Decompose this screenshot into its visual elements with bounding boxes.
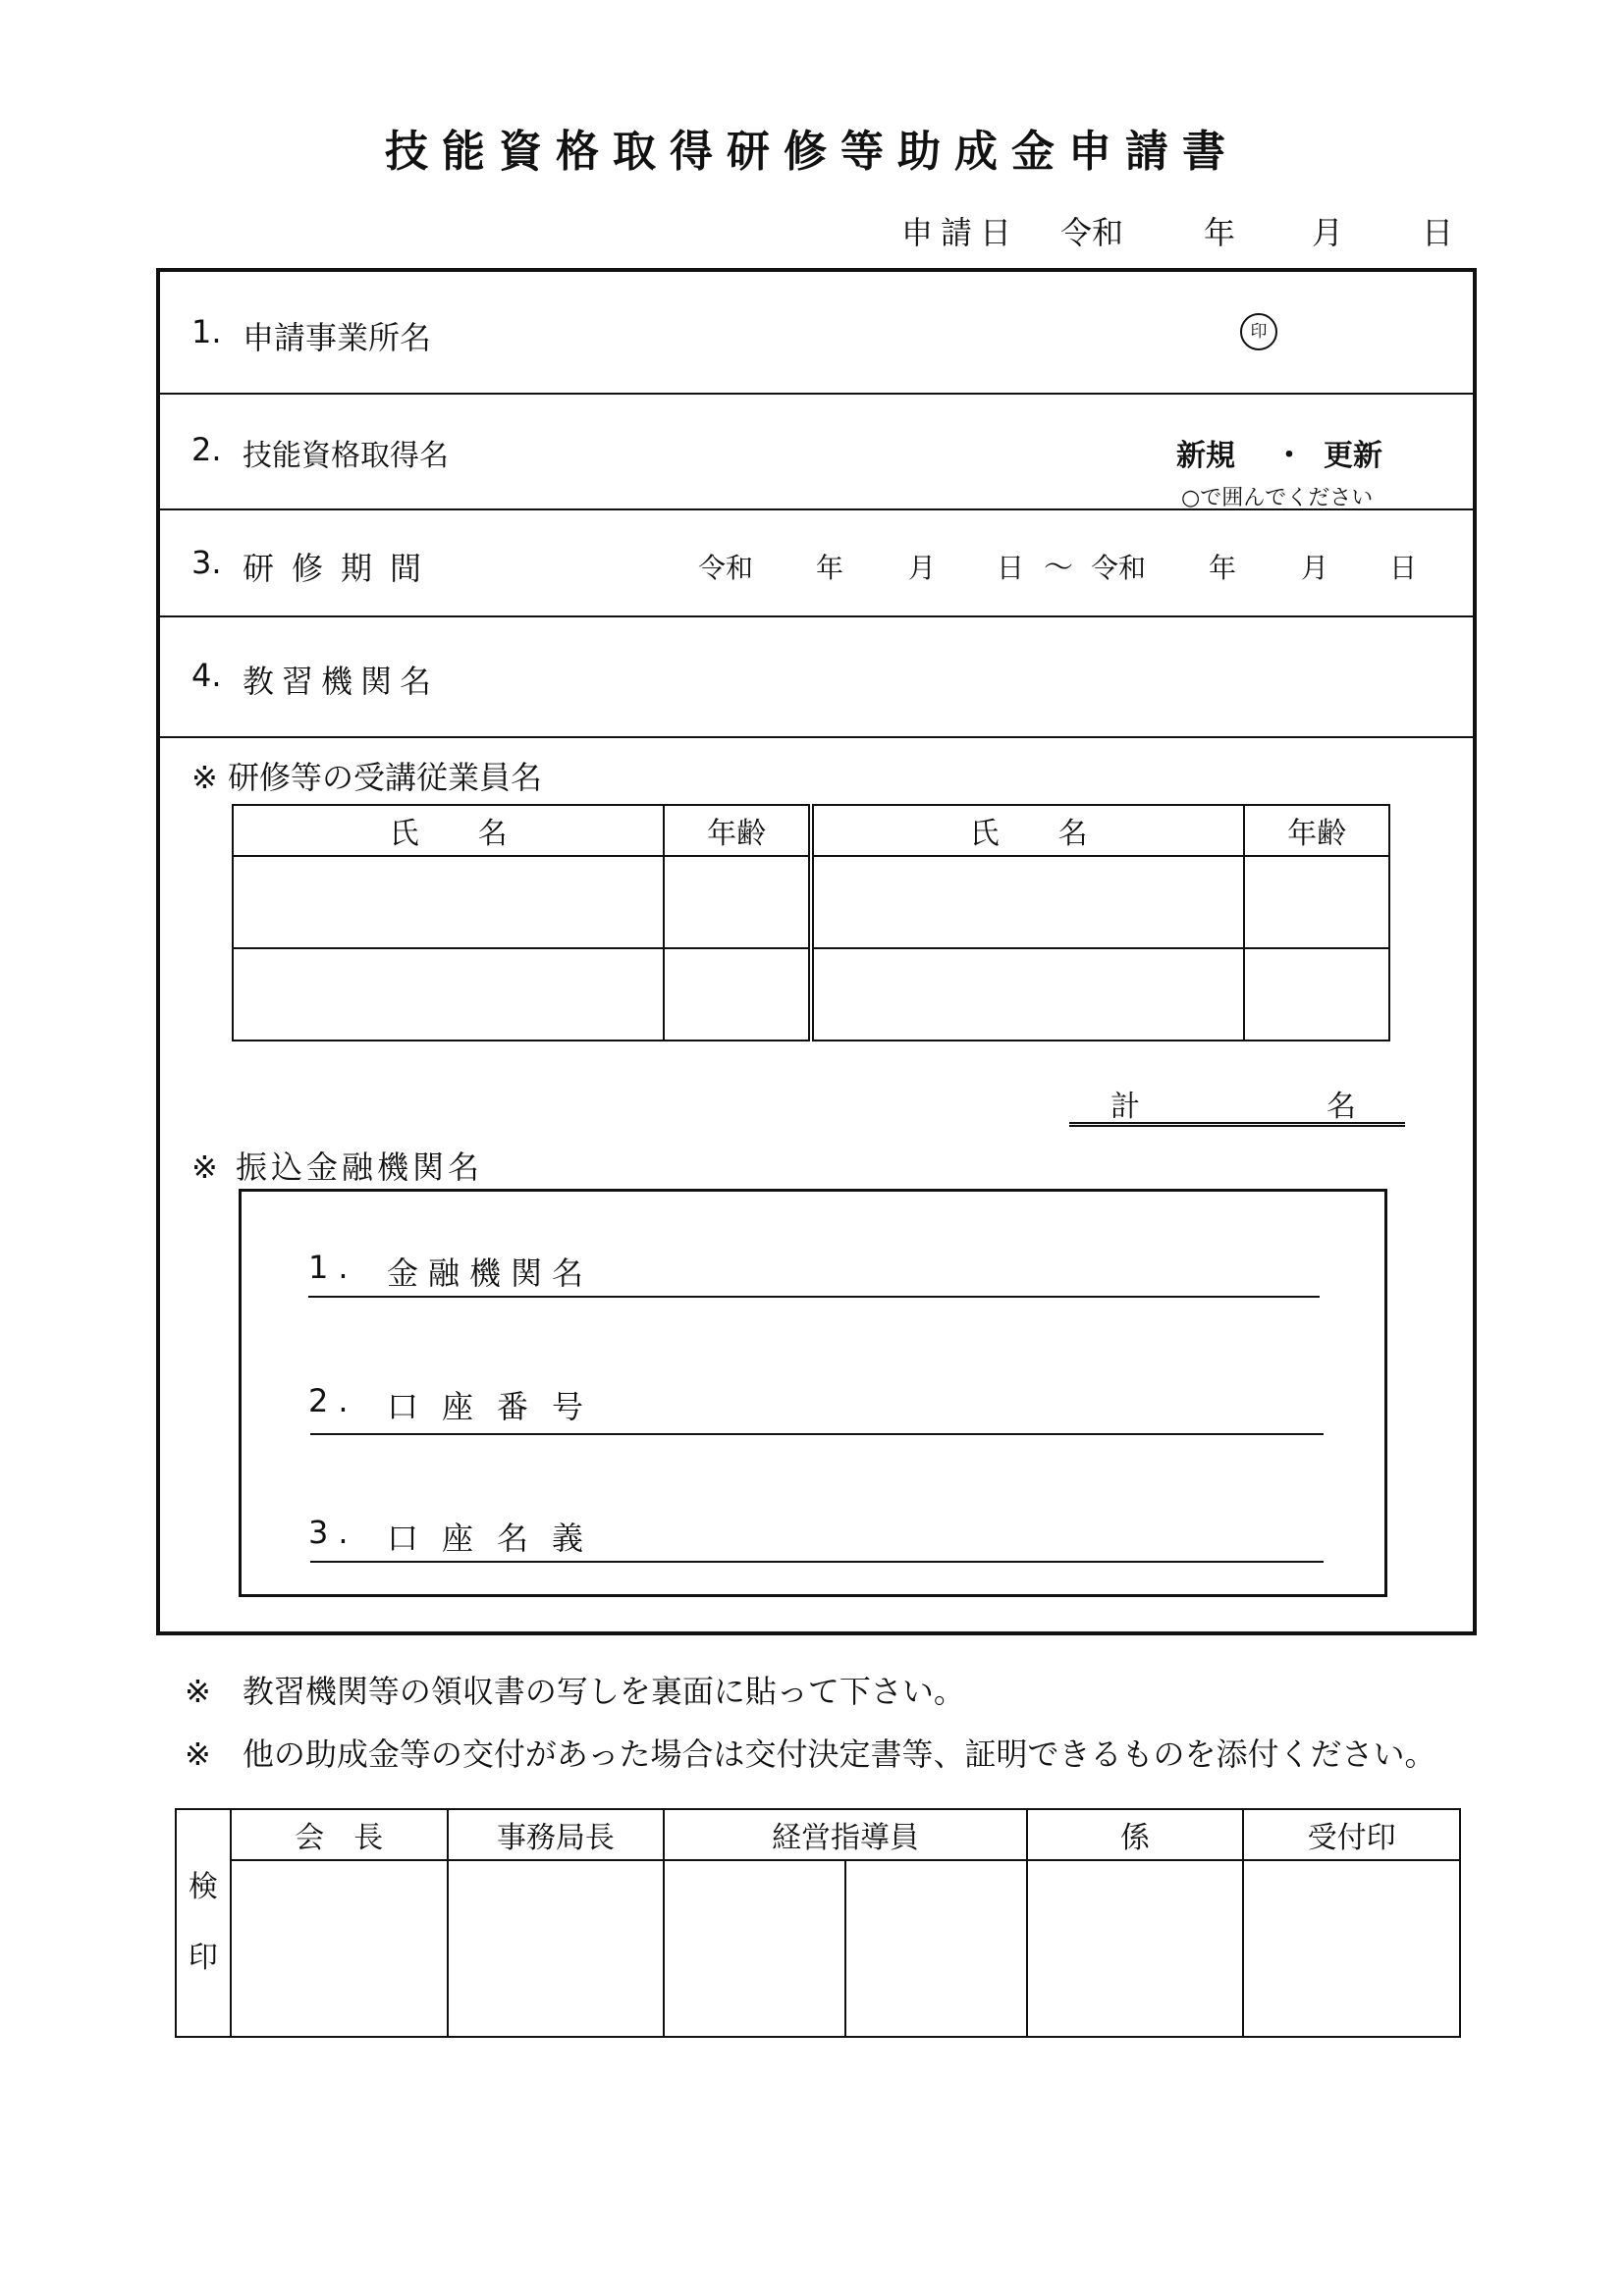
- office-name-label: 申請事業所名: [243, 319, 432, 356]
- main-form-frame: [156, 268, 1477, 1635]
- period-end-month: 月: [1301, 552, 1329, 584]
- choice-separator: ・: [1274, 439, 1304, 473]
- training-period-number: 3.: [191, 544, 222, 581]
- age-cell[interactable]: [664, 856, 811, 948]
- account-number-underline: [310, 1433, 1324, 1435]
- institution-label: 教習機関名: [243, 663, 440, 700]
- table-row: [233, 856, 1389, 948]
- choice-renew[interactable]: 更新: [1324, 439, 1382, 473]
- institution-number: 4.: [191, 657, 222, 694]
- application-date-month: 月: [1312, 214, 1344, 251]
- name-cell[interactable]: [233, 948, 664, 1041]
- employees-table: [232, 804, 1390, 1041]
- training-period-label: 研修期間: [243, 550, 440, 587]
- row-divider: [160, 736, 1473, 738]
- bank-name-underline: [308, 1296, 1320, 1298]
- note-other-grants: ※ 他の助成金等の交付があった場合は交付決定書等、証明できるものを添付ください。: [185, 1735, 1436, 1773]
- inspection-side-label: [176, 1809, 231, 2037]
- account-holder-underline: [310, 1561, 1324, 1563]
- bank-name-label: 金融機関名: [387, 1255, 594, 1292]
- employees-heading: ※ 研修等の受講従業員名: [191, 759, 542, 796]
- table-row: [233, 948, 1389, 1041]
- account-number-number: 2.: [308, 1382, 358, 1419]
- advisor-stamp-cell[interactable]: [664, 1860, 845, 2037]
- age-cell[interactable]: [1244, 948, 1389, 1041]
- application-date-era: 令和: [1060, 214, 1124, 251]
- total-underline: [1069, 1122, 1405, 1127]
- application-date-day: 日: [1422, 214, 1454, 251]
- secretary-stamp-cell[interactable]: [448, 1860, 665, 2037]
- application-date-year: 年: [1204, 214, 1236, 251]
- inspection-table: [175, 1808, 1461, 2038]
- period-end-day: 日: [1389, 552, 1418, 584]
- col-clerk: 係: [1027, 1809, 1244, 1860]
- choice-new[interactable]: 新規: [1176, 439, 1235, 473]
- clerk-stamp-cell[interactable]: [1027, 1860, 1244, 2037]
- total-label: 計: [1110, 1090, 1140, 1124]
- col-secretary-general: 事務局長: [448, 1809, 665, 1860]
- age-cell[interactable]: [1244, 856, 1389, 948]
- application-date-label: 申請日: [901, 214, 1020, 251]
- col-name-right: 氏 名: [811, 805, 1244, 856]
- qualification-number: 2.: [191, 431, 222, 468]
- office-name-number: 1.: [191, 313, 222, 350]
- reception-stamp-cell[interactable]: [1243, 1860, 1460, 2037]
- bank-heading: ※ 振込金融機関名: [191, 1148, 483, 1186]
- row-divider: [160, 615, 1473, 617]
- name-cell[interactable]: [233, 856, 664, 948]
- bank-name-number: 1.: [308, 1249, 358, 1286]
- bank-box: [239, 1189, 1387, 1597]
- period-start-day: 日: [997, 552, 1025, 584]
- account-holder-number: 3.: [308, 1514, 358, 1551]
- period-end-era: 令和: [1091, 552, 1147, 584]
- period-tilde: ～: [1044, 551, 1073, 585]
- col-reception-stamp: 受付印: [1243, 1809, 1460, 1860]
- name-cell[interactable]: [811, 856, 1244, 948]
- period-end-year: 年: [1209, 552, 1237, 584]
- col-age-left: 年齢: [664, 805, 811, 856]
- row-divider: [160, 393, 1473, 395]
- seal-mark: 印: [1240, 313, 1277, 350]
- total-unit: 名: [1326, 1090, 1356, 1124]
- period-start-year: 年: [816, 552, 844, 584]
- qualification-label: 技能資格取得名: [243, 439, 449, 473]
- note-receipt: ※ 教習機関等の領収書の写しを裏面に貼って下さい。: [185, 1673, 965, 1710]
- inspection-side-char-1: 検: [188, 1870, 218, 1904]
- form-title: 技能資格取得研修等助成金申請書: [385, 127, 1239, 177]
- col-name-left: 氏 名: [233, 805, 664, 856]
- period-start-era: 令和: [698, 552, 754, 584]
- chairman-stamp-cell[interactable]: [231, 1860, 448, 2037]
- inspection-side-char-2: 印: [188, 1941, 218, 1975]
- period-start-month: 月: [908, 552, 937, 584]
- col-age-right: 年齢: [1244, 805, 1389, 856]
- advisor-stamp-cell[interactable]: [845, 1860, 1027, 2037]
- account-number-label: 口座番号: [387, 1388, 608, 1425]
- age-cell[interactable]: [664, 948, 811, 1041]
- col-chairman: 会 長: [231, 1809, 448, 1860]
- name-cell[interactable]: [811, 948, 1244, 1041]
- circle-hint: ○で囲んでください: [1181, 486, 1374, 510]
- account-holder-label: 口座名義: [387, 1520, 608, 1557]
- col-management-advisor: 経営指導員: [664, 1809, 1027, 1860]
